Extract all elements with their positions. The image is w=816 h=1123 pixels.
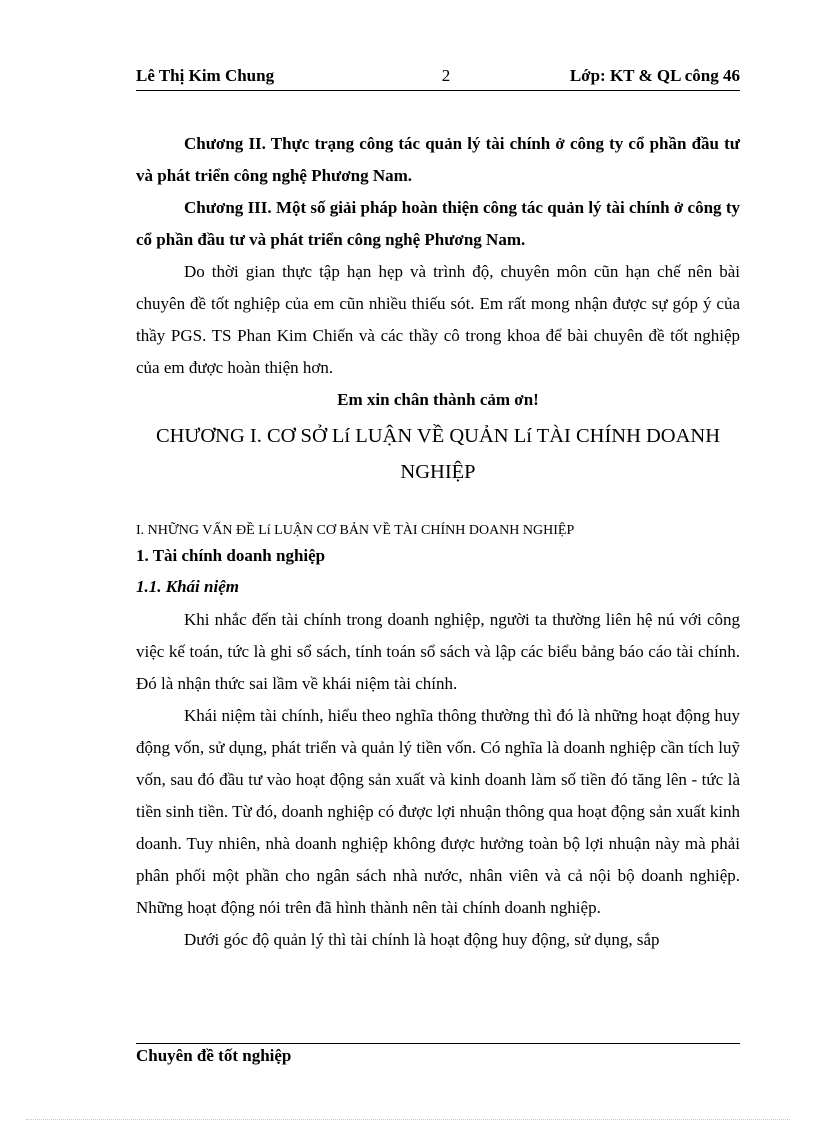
page-number: 2 — [441, 66, 451, 85]
page-header — [136, 62, 740, 91]
chapter3-summary: Chương III. Một số giải pháp hoàn thiện công tác quản lý tài chính ở công ty cổ phần đầu tư và phát triển công nghệ Phương Nam. — [136, 198, 740, 249]
paragraph-1: Khi nhắc đến tài chính trong doanh nghiệp, người ta thường liên hệ nú với công việc kế toán, tức là ghi sổ sách, tính toán sổ sách và lập các biểu bảng báo cáo tài chính. Đó là nhận thức sai lầm về khái niệm tài chính. — [136, 610, 740, 693]
chapter1-title: CHƯƠNG I. CƠ SỞ Lí LUẬN VỀ QUẢN Lí TÀI CHÍNH DOANH NGHIỆP — [155, 425, 721, 483]
footer-label: Chuyên đề tốt nghiệp — [136, 1046, 292, 1065]
section1-heading: I. NHỮNG VẤN ĐỀ Lí LUẬN CƠ BẢN VỀ TÀI CHÍNH DOANH NGHIỆP — [136, 523, 575, 538]
footer-divider — [136, 1043, 740, 1044]
document-body — [136, 128, 740, 956]
intro-paragraph: Do thời gian thực tập hạn hẹp và trình độ, chuyên môn cũn hạn chế nên bài chuyên đề tốt nghiệp của em cũn nhiều thiếu sót. Em rất mong nhận được sự góp ý của thầy PGS. TS Phan Kim Chiến và các thầy cô trong khoa để bài chuyên đề tốt nghiệp của em được hoàn thiện hơn. — [136, 262, 740, 377]
paragraph-3: Dưới góc độ quản lý thì tài chính là hoạt động huy động, sử dụng, sắp — [184, 930, 660, 949]
chapter2-summary: Chương II. Thực trạng công tác quản lý tài chính ở công ty cổ phần đầu tư và phát triển công nghệ Phương Nam. — [136, 134, 740, 185]
class-label: Lớp: KT & QL công 46 — [569, 66, 740, 85]
subsubsection1-heading: 1.1. Khái niệm — [136, 577, 239, 596]
subsection1-heading: 1. Tài chính doanh nghiệp — [136, 546, 326, 565]
thanks-line: Em xin chân thành cảm ơn! — [337, 390, 539, 409]
author-name: Lê Thị Kim Chung — [136, 66, 275, 85]
page-edge-divider — [26, 1119, 790, 1120]
paragraph-2: Khái niệm tài chính, hiểu theo nghĩa thông thường thì đó là những hoạt động huy động vốn, sử dụng, phát triển và quản lý tiền vốn. Có nghĩa là doanh nghiệp cần tích luỹ vốn, sau đó đầu tư vào hoạt động sản xuất và kinh doanh làm số tiền đó tăng lên - tức là tiền sinh tiền. Từ đó, doanh nghiệp có được lợi nhuận thông qua hoạt động sản xuất kinh doanh. Tuy nhiên, nhà doanh nghiệp không được hưởng toàn bộ lợi nhuận này mà phải phân phối một phần cho ngân sách nhà nước, nhân viên và cả nội bộ doanh nghiệp. Những hoạt động nói trên đã hình thành nên tài chính doanh nghiệp. — [136, 706, 740, 917]
